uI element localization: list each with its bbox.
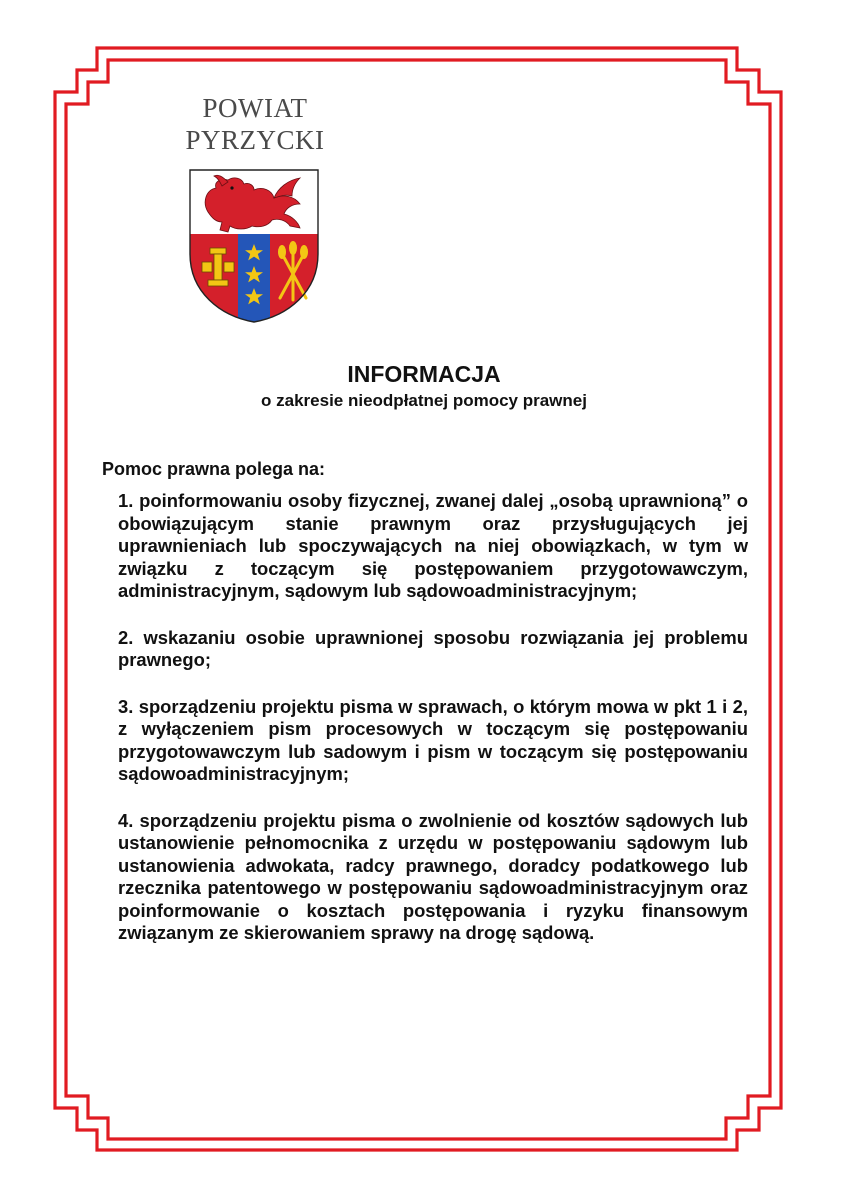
list-item: 1. poinformowaniu osoby fizycznej, zwanej dalej „osobą uprawnioną” o obowiązującym stanie prawnym oraz przysługujących jej uprawnieniach lub spoczywających na niej obowiązkach, w tym w związku z toczącym się postępowaniem przygotowawczym, administracyjnym, sądowym lub sądowoadministracyjnym;: [118, 490, 748, 601]
list-item: 4. sporządzeniu projektu pisma o zwolnienie od kosztów sądowych lub ustanowienie pełnomocnika z urzędu w postępowaniu sądowym lub ustanowienia adwokata, radcy prawnego, doradcy podatkowego lub rzecznika patentowego w postępowaniu sądowoadministracyjnym oraz poinformowanie o kosztach postępowania i ryzyku finansowym związanym ze skierowaniem sprawy na drogę sądową.: [118, 809, 748, 943]
legal-aid-list: [118, 490, 748, 969]
heading-block: [0, 360, 848, 412]
page-subtitle: o zakresie nieodpłatnej pomocy prawnej: [261, 391, 587, 410]
coat-of-arms-griffin-icon: [188, 168, 320, 324]
county-name: [150, 92, 360, 156]
list-item: 2. wskazaniu osobie uprawnionej sposobu rozwiązania jej problemu prawnego;: [118, 626, 748, 670]
county-name-line2: PYRZYCKI: [185, 125, 325, 155]
intro-text: Pomoc prawna polega na:: [102, 459, 326, 479]
county-name-line1: POWIAT: [202, 93, 308, 123]
list-item: 3. sporządzeniu projektu pisma w sprawach, o którym mowa w pkt 1 i 2, z wyłączeniem pism procesowych w toczącym się postępowaniu przygotowawczym lub sadowym i pism w toczącym się postępowaniu sądowoadministracyjnym;: [118, 695, 748, 784]
page-title: INFORMACJA: [347, 361, 501, 387]
